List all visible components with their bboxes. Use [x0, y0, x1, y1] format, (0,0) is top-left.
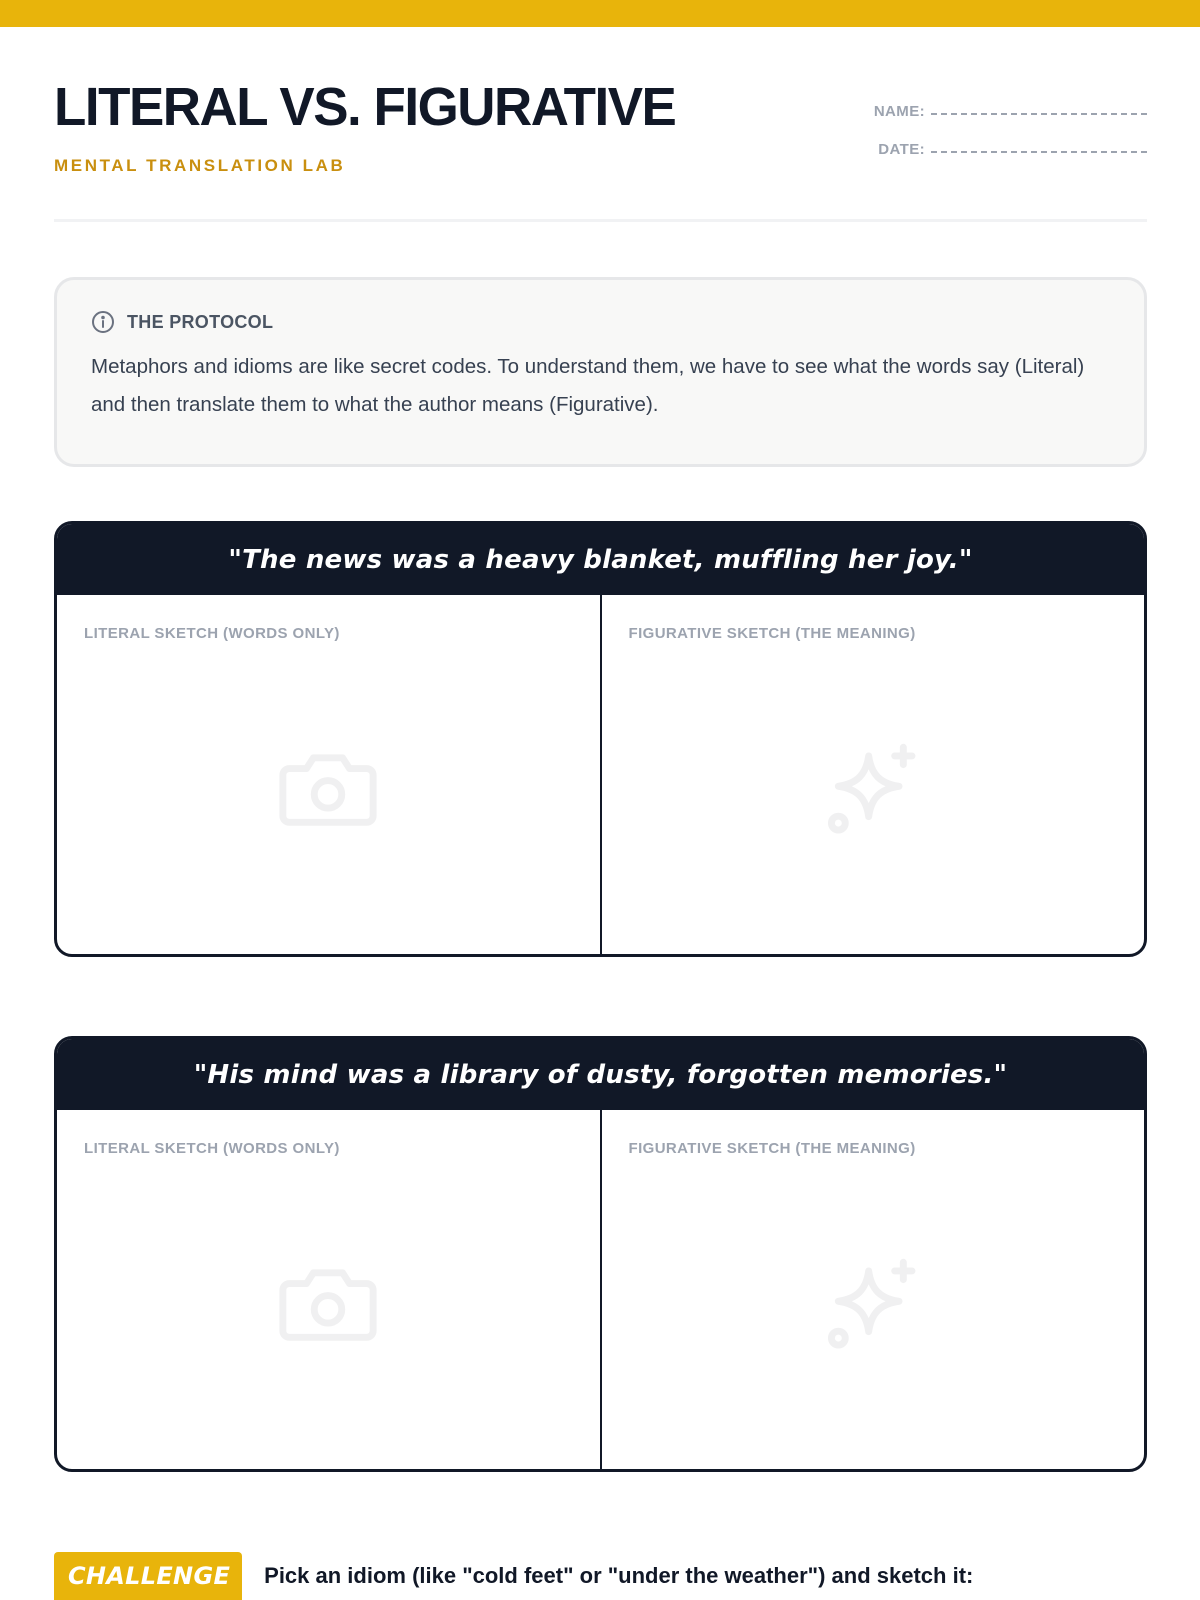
page-title: LITERAL VS. FIGURATIVE [54, 77, 676, 137]
date-label: DATE: [878, 141, 925, 158]
protocol-header [91, 310, 1110, 334]
literal-sketch-area[interactable] [57, 1110, 600, 1469]
metaphor-quote: "The news was a heavy blanket, muffling her joy." [228, 544, 973, 575]
figurative-sketch-label: FIGURATIVE SKETCH (THE MEANING) [628, 625, 916, 642]
top-accent-bar [0, 0, 1200, 27]
protocol-body: Metaphors and idioms are like secret codes. To understand them, we have to see what the words say (Literal) and then translate them to what the author means (Figurative). [91, 355, 1085, 416]
protocol-title: THE PROTOCOL [127, 311, 274, 332]
page-header [54, 77, 1147, 180]
quote-bar [57, 524, 1144, 595]
header-divider [54, 219, 1147, 222]
page-subtitle: MENTAL TRANSLATION LAB [54, 156, 346, 175]
name-row [827, 82, 1147, 120]
literal-sketch-label: LITERAL SKETCH (WORDS ONLY) [84, 1140, 340, 1157]
metaphor-card [54, 521, 1147, 957]
figurative-sketch-area[interactable] [600, 1110, 1145, 1469]
figurative-sketch-area[interactable] [600, 595, 1145, 954]
metaphor-card [54, 1036, 1147, 1472]
sparkle-icon [821, 1253, 925, 1357]
metaphor-quote: "His mind was a library of dusty, forgotten memories." [193, 1059, 1008, 1090]
literal-sketch-label: LITERAL SKETCH (WORDS ONLY) [84, 625, 340, 642]
quote-bar [57, 1039, 1144, 1110]
literal-sketch-area[interactable] [57, 595, 600, 954]
challenge-section [54, 1552, 973, 1600]
sketch-panels [57, 1110, 1144, 1469]
sparkle-icon [821, 738, 925, 842]
name-field[interactable] [931, 113, 1147, 115]
figurative-sketch-label: FIGURATIVE SKETCH (THE MEANING) [628, 1140, 916, 1157]
camera-icon [276, 1259, 380, 1345]
student-info [827, 82, 1147, 158]
info-icon [91, 310, 115, 334]
challenge-prompt: Pick an idiom (like "cold feet" or "under the weather") and sketch it: [264, 1563, 974, 1588]
name-label: NAME: [873, 103, 925, 120]
challenge-badge: CHALLENGE [54, 1552, 242, 1600]
camera-icon [276, 744, 380, 830]
date-field[interactable] [931, 151, 1147, 153]
sketch-panels [57, 595, 1144, 954]
date-row [827, 120, 1147, 158]
protocol-box [54, 277, 1147, 467]
